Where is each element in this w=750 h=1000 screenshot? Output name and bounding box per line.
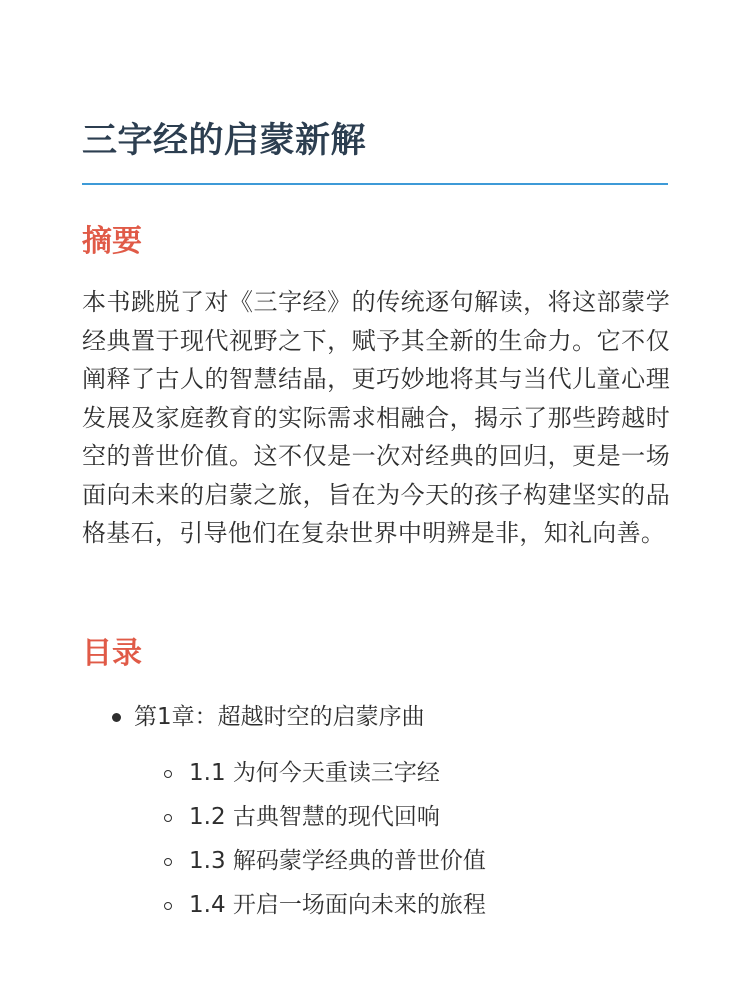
toc-section-link[interactable]: 1.2 古典智慧的现代回响 <box>189 804 440 830</box>
page-title: 三字经的启蒙新解 <box>82 121 367 161</box>
bullet-disc-icon <box>112 713 121 722</box>
bullet-circle-icon <box>164 814 172 822</box>
toc-heading: 目录 <box>82 636 142 671</box>
toc-section-link[interactable]: 1.1 为何今天重读三字经 <box>189 760 440 786</box>
abstract-heading: 摘要 <box>82 224 142 259</box>
bullet-circle-icon <box>164 770 172 778</box>
abstract-paragraph: 本书跳脱了对《三字经》的传统逐句解读，将这部蒙学经典置于现代视野之下，赋予其全新的生命力。它不仅阐释了古人的智慧结晶，更巧妙地将其与当代儿童心理发展及家庭教育的实际需求相融合，揭示了那些跨越时空的普世价值。这不仅是一次对经典的回归，更是一场面向未来的启蒙之旅，旨在为今天的孩子构建坚实的品格基石，引导他们在复杂世界中明辨是非，知礼向善。 <box>82 288 670 547</box>
toc-section-link[interactable]: 1.4 开启一场面向未来的旅程 <box>189 892 486 918</box>
bullet-circle-icon <box>164 858 172 866</box>
title-divider <box>82 183 668 185</box>
bullet-circle-icon <box>164 902 172 910</box>
toc-chapter-link[interactable]: 第1章：超越时空的启蒙序曲 <box>134 704 425 730</box>
toc-section-link[interactable]: 1.3 解码蒙学经典的普世价值 <box>189 848 486 874</box>
